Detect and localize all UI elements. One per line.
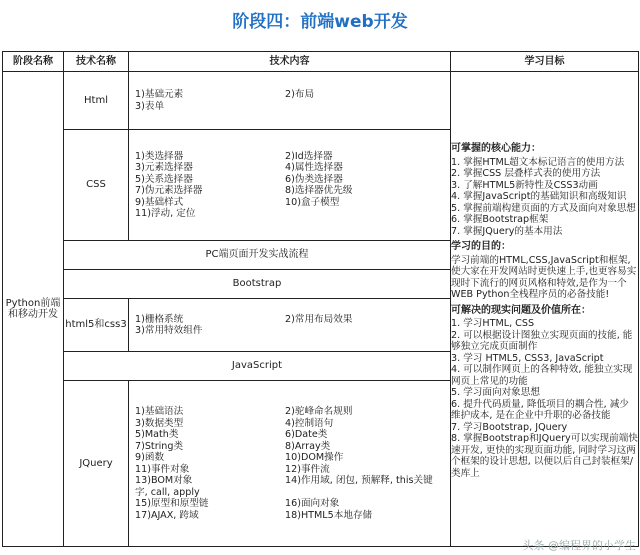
- goal-item: 8. 掌握Bootstrap和JQuery可以实现前端快速开发, 更快的实现页面功能, 同时学习这两个框架的设计思想, 以便以后自己封装框架/类库上: [451, 433, 638, 479]
- goal-item: 7. 学习Bootstrap, JQuery: [451, 421, 568, 433]
- watermark: 头条 @编程界的小学生: [522, 539, 636, 552]
- content-item: 3)数据类型: [135, 417, 184, 429]
- goal-item: 2. 掌握CSS 层叠样式表的使用方法: [451, 168, 601, 179]
- tech-content-cell: [129, 130, 451, 241]
- goal-item: 2. 可以根据设计图独立实现页面的技能, 能够独立完成页面制作: [451, 329, 633, 352]
- content-item: [285, 487, 465, 499]
- content-item: 3)常用特效组件: [135, 325, 203, 336]
- content-item: 字, call, apply: [135, 486, 200, 498]
- content-item: 11)事件对象: [135, 463, 190, 475]
- goal-item: 5. 掌握前端构建页面的方式及面向对象思想: [451, 202, 636, 214]
- tech-content-cell: [129, 299, 451, 352]
- content-item: 11)浮动, 定位: [135, 208, 196, 219]
- header-stage: 阶段名称: [3, 52, 64, 72]
- content-item: 3)表单: [135, 100, 165, 112]
- header-row: [3, 52, 639, 72]
- section-span-cell: PC端页面开发实战流程: [64, 241, 451, 270]
- goal-heading: 可解决的现实问题及价值所在：: [451, 304, 591, 316]
- goal-item: 5. 学习面向对象思想: [451, 387, 540, 398]
- section-span-cell: Bootstrap: [64, 270, 451, 299]
- content-item: 7)伪元素选择器: [135, 185, 203, 196]
- content-item: 2)Id选择器: [285, 150, 333, 162]
- goal-paragraph: 学习前端的HTML,CSS,JavaScript和框架, 使大家在开发网站时更快速上手,也更容易实现时下流行的网页风格和特效,是作为一个WEB Python全栈程序员的必备技能!: [451, 254, 637, 300]
- content-item: 17)AJAX, 跨域: [135, 509, 199, 521]
- goal-item: 4. 可以制作网页上的各种特效, 能独立实现网页上常见的功能: [451, 364, 633, 387]
- content-item: 1)栅格系统: [135, 313, 184, 325]
- goal-heading: 可掌握的核心能力：: [451, 143, 541, 154]
- content-item: 1)类选择器: [135, 150, 184, 162]
- content-item: 9)基础样式: [135, 196, 184, 208]
- goal-item: 6. 掌握Bootstrap框架: [451, 214, 549, 225]
- learning-goal-cell: [451, 72, 639, 547]
- content-item: 3)元素选择器: [135, 162, 193, 173]
- content-item: 5)关系选择器: [135, 173, 193, 185]
- content-item: 1)基础元素: [135, 89, 184, 100]
- content-item: 1)基础语法: [135, 406, 184, 417]
- content-item: 9)函数: [135, 452, 165, 463]
- content-item: 6)Date类: [285, 429, 328, 440]
- content-item: 5)Math类: [135, 429, 179, 440]
- section-span-cell: JavaScript: [64, 352, 451, 381]
- content-item: 4)属性选择器: [285, 162, 343, 173]
- content-item: 14)作用域, 闭包, 预解释, this关键: [285, 475, 433, 486]
- tech-name-cell: CSS: [64, 130, 129, 241]
- content-item: 15)原型和原型链: [135, 498, 209, 509]
- content-item: 7)String类: [135, 440, 184, 452]
- header-content: 技术内容: [129, 52, 451, 72]
- header-goal: 学习目标: [451, 52, 639, 72]
- goal-item: 1. 掌握HTML超文本标记语言的使用方法: [451, 156, 625, 168]
- content-item: 2)驼峰命名规则: [285, 406, 353, 417]
- header-tech: 技术名称: [64, 52, 129, 72]
- tech-content-cell: [129, 381, 451, 547]
- content-item: 6)伪类选择器: [285, 173, 343, 185]
- content-item: 2)常用布局效果: [285, 313, 353, 325]
- content-item: 2)布局: [285, 89, 315, 100]
- goal-item: 6. 提升代码质量, 降低项目的耦合性, 减少维护成本, 是在企业中升职的必备技能: [451, 398, 629, 421]
- goal-item: 3. 了解HTML5新特性及CSS3动画: [451, 179, 598, 191]
- tech-name-cell: JQuery: [64, 381, 129, 547]
- content-item: 12)事件流: [285, 463, 330, 475]
- content-item: 8)选择器优先级: [285, 185, 353, 196]
- content-item: 8)Array类: [285, 440, 331, 452]
- content-item: 10)盒子模型: [285, 196, 340, 208]
- tech-name-cell: Html: [64, 72, 129, 130]
- page-title: 阶段四：前端web开发: [232, 12, 408, 32]
- table-row: [3, 72, 639, 130]
- curriculum-table: [2, 51, 639, 547]
- content-item: 16)面向对象: [285, 498, 340, 509]
- goal-item: 1. 学习HTML, CSS: [451, 318, 535, 329]
- goal-item: 7. 掌握JQuery的基本用法: [451, 225, 563, 237]
- content-item: 18)HTML5本地存储: [285, 509, 373, 521]
- stage-name-cell: Python前端 和移动开发: [3, 72, 64, 547]
- content-item: 13)BOM对象: [135, 475, 193, 486]
- goal-item: 3. 学习 HTML5, CSS3, JavaScript: [451, 352, 604, 364]
- tech-name-cell: html5和css3: [64, 299, 129, 352]
- goal-heading: 学习的目的：: [451, 241, 511, 252]
- content-item: 4)控制语句: [285, 417, 334, 429]
- content-item: 10)DOM操作: [285, 452, 344, 463]
- goal-item: 4. 掌握JavaScript的基础知识和高级知识: [451, 191, 627, 202]
- tech-content-cell: [129, 72, 451, 130]
